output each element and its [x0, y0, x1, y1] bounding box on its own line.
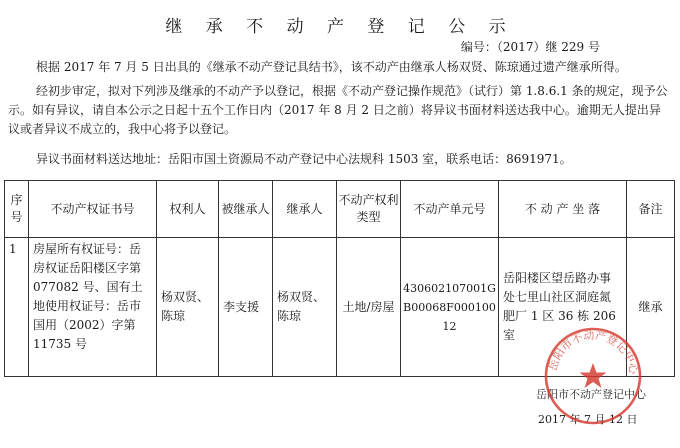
cell-owner: 杨双贤、陈琼: [157, 238, 219, 377]
header-seq: 序号: [5, 181, 29, 238]
paragraph-basis: 根据 2017 年 7 月 5 日出具的《继承不动产登记具结书》，该不动产由继承人杨双贤、陈琼通过遗产继承所得。: [36, 60, 627, 74]
header-decedent: 被继承人: [219, 181, 273, 238]
issuing-organization: 岳阳市不动产登记中心: [536, 388, 646, 401]
header-unit-no: 不动产单元号: [401, 181, 499, 238]
paragraph-address: 异议书面材料送达地址：岳阳市国土资源局不动产登记中心法规科 1503 室，联系电话：8691971。: [36, 152, 572, 166]
header-owner: 权利人: [157, 181, 219, 238]
cell-cert-no: 房屋所有权证号：岳房权证岳阳楼区字第 077082 号、国有土地使用权证号：岳市国用（2002）字第 11735 号: [29, 238, 157, 377]
header-location: 不 动 产 坐 落: [499, 181, 627, 238]
header-cert-no: 不动产权证书号: [29, 181, 157, 238]
cell-heir: 杨双贤、陈琼: [273, 238, 337, 377]
cell-remark: 继承: [627, 238, 675, 377]
cell-seq: 1: [5, 238, 29, 377]
cell-decedent: 李支援: [219, 238, 273, 377]
table-row: [5, 238, 675, 377]
paragraph-review: 经初步审定，拟对下列涉及继承的不动产予以登记，根据《不动产登记操作规范》（试行）第 1.8.6.1 条的规定，现予公示。如有异议，请自本公示之日起十五个工作日内（2017 年 8 月 2 日之前）将异议书面材料送达我中心。逾期无人提出异议或者异议不成立的，我中心将予以登记。: [8, 84, 668, 136]
registration-table: [4, 180, 675, 377]
header-right-type: 不动产权利类型: [337, 181, 401, 238]
issue-date: 2017 年 7 月 12 日: [538, 413, 638, 426]
cell-unit-no: 430602107001GB00068F00010012: [401, 238, 499, 377]
table-header-row: [5, 181, 675, 238]
document-number: 编号：（2017）继 229 号: [460, 40, 600, 54]
svg-text:岳阳市不动产登记中心: 岳阳市不动产登记中心: [546, 328, 641, 376]
cell-location: 岳阳楼区望岳路办事处七里山社区洞庭氮肥厂 1 区 36 栋 206 室: [499, 238, 627, 377]
header-remark: 备注: [627, 181, 675, 238]
notice-title: 继 承 不 动 产 登 记 公 示: [165, 17, 515, 37]
header-heir: 继承人: [273, 181, 337, 238]
cell-right-type: 土地/房屋: [337, 238, 401, 377]
